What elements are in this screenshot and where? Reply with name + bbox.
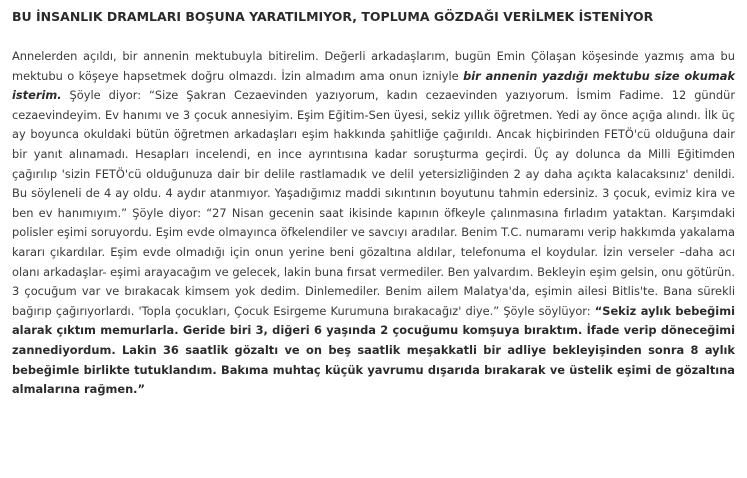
article-body [12,47,735,400]
body-emphasis: bir annenin yazdığı mektubu size okumak isterim. [12,68,735,103]
body-intro: Annelerden açıldı, bir annenin mektubuyla bitirelim. Değerli arkadaşlarım, bugün Emin Çölaşan köşesinde yazmış ama bu mektubu o köşeye hapsetmek doğru olmazdı. İzin almadım ama onun izniyle [12,49,735,83]
body-letter: Şöyle diyor: “Size Şakran Cezaevinden yazıyorum, kadın cezaevinden yazıyorum. İsmim Fadime. 12 gündür cezaevindeyim. Ev hanımı ve 3 çocuk annesiyim. Eşim Eğitim-Sen üyesi, sekiz yıllık öğretmen. Yedi ay önce açığa alındı. İlk üç ay boyunca okuldaki bütün öğretmen arkadaşları eşim hakkında şahitliğe çağırıldı. Ancak hiçbirinden FETÖ'cü olduğuna dair bir yanıt alınamadı. Hesapları incelendi, en ince ayrıntısına kadar soruşturma geçirdi. Üç ay dolunca da Milli Eğitimden çağırılıp 'sizin FETÖ'cü olduğunuza dair bir delile rastlamadık ve delil yetersizliğinden 2 ay daha açıkta kalacaksınız' denildi. Bu söyleneli de 4 ay oldu. 4 aydır atanmıyor. Yaşadığımız maddi sıkıntının boyutunu tahmin edersiniz. 3 çocuk, evimiz kira ve ben ev hanımıyım.” Şöyle diyor: “27 Nisan gecenin saat ikisinde kapının öfkeyle çalınmasına fırladım yataktan. Karşımdaki polisler eşimi soruyordu. Eşim evde olmayınca öfkelendiler ve savcıyı aradılar. Benim T.C. numaramı verip hakkımda yakalama kararı çıkardılar. Eşim evde olmadığı için onun yerine beni gözaltına aldılar, telefonuma el koydular. İzin verseler –daha acı olanı arkadaşlar- eşimi arayacağım ve gelecek, lakin buna fırsat vermediler. Ben yalvardım. Bekleyin eşim gelsin, onu götürün. 3 çocuğum var ve bırakacak kimsem yok dedim. Dinlemediler. Benim ailem Malatya'da, eşimin ailesi Bitlis'te. Bana sürekli bağırıp çağırıyorlardı. 'Topla çocukları, Çocuk Esirgeme Kurumuna bırakacağız' diye.” Şöyle söylüyor: [12,88,735,318]
article-headline: BU İNSANLIK DRAMLARI BOŞUNA YARATILMIYOR, TOPLUMA GÖZDAĞI VERİLMEK İSTENİYOR [12,9,654,24]
body-closing-quote: “Sekiz aylık bebeğimi alarak çıktım memurlarla. Geride biri 3, diğeri 6 yaşında 2 çocuğumu komşuya bıraktım. İfade verip döneceğimi zannediyordum. Lakin 36 saatlik gözaltı ve on beş saatlik meşakkatli bir adliye bekleyişinden sonra 8 aylık bebeğimle birlikte tutuklandım. Bakıma muhtaç küçük yavrumu dışarıda bırakarak ve üstelik eşimi de gözaltına almalarına rağmen.” [12,303,735,397]
